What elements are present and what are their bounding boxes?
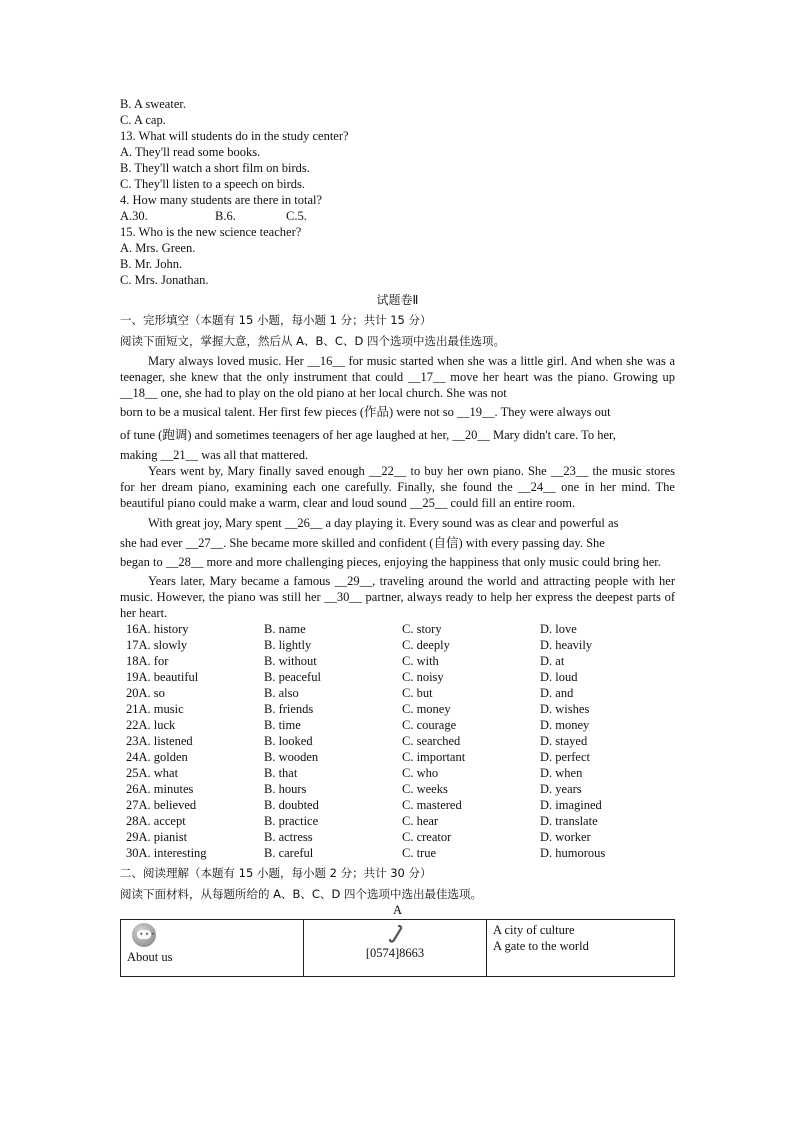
phone-number: [0574]8663 xyxy=(365,946,425,960)
paragraph-text: making __21__ was all that mattered. xyxy=(120,448,309,462)
cloze-option: C. weeks xyxy=(402,782,448,796)
cloze-option: D. loud xyxy=(540,670,578,684)
cloze-option: 29A. pianist xyxy=(126,830,188,844)
cloze-option: C. mastered xyxy=(402,798,462,812)
reading-section-label: A xyxy=(392,903,403,917)
option-line: B. A sweater. xyxy=(120,97,186,111)
option-line: C. They'll listen to a speech on birds. xyxy=(120,177,305,191)
cloze-option: 19A. beautiful xyxy=(126,670,199,684)
paragraph-text: she had ever __27__. She became more skilled and confident (自信) with every passing day. She xyxy=(120,536,605,550)
cloze-options xyxy=(126,621,675,861)
cloze-option: C. story xyxy=(402,622,442,636)
cloze-option: B. peaceful xyxy=(264,670,321,684)
option-c: C.5. xyxy=(286,209,307,223)
cloze-option: 27A. believed xyxy=(126,798,197,812)
cloze-option: C. money xyxy=(402,702,451,716)
cloze-option: C. courage xyxy=(402,718,457,732)
question-15: 15. Who is the new science teacher? xyxy=(120,225,302,239)
cloze-option: 21A. music xyxy=(126,702,184,716)
cloze-option: D. and xyxy=(540,686,574,700)
cloze-option: B. looked xyxy=(264,734,313,748)
cloze-option: 16A. history xyxy=(126,622,189,636)
slogan-line: A city of culture xyxy=(493,923,575,937)
phone-cell xyxy=(304,920,487,977)
cloze-option: 25A. what xyxy=(126,766,179,780)
phone-handset-icon xyxy=(385,924,405,944)
cloze-option: D. money xyxy=(540,718,590,732)
cloze-paragraph-3 xyxy=(120,514,675,532)
paragraph-text: of tune (跑调) and sometimes teenagers of her age laughed at her, __20__ Mary didn't care. To her, xyxy=(120,428,616,442)
paragraph-text: Years later, Mary became a famous __29__, traveling around the world and attracting people with her music. However, the piano was still her __30__ partner, always ready to help her express the deepest parts of her heart. xyxy=(120,574,675,620)
chat-bubble-icon: ••• xyxy=(132,923,156,947)
cloze-option: 22A. luck xyxy=(126,718,176,732)
reading-header: 二、阅读理解（本题有 15 小题，每小题 2 分；共计 30 分） xyxy=(120,866,432,880)
cloze-option: 18A. for xyxy=(126,654,169,668)
cloze-option: C. true xyxy=(402,846,437,860)
cloze-option: B. doubted xyxy=(264,798,319,812)
option-line: B. Mr. John. xyxy=(120,257,183,271)
cloze-paragraph-3-cont xyxy=(120,532,675,554)
info-table xyxy=(120,919,675,977)
cloze-option: B. without xyxy=(264,654,317,668)
cloze-paragraph-1-cont xyxy=(120,401,675,447)
cloze-option: D. wishes xyxy=(540,702,590,716)
cloze-option: C. but xyxy=(402,686,433,700)
option-line: A. Mrs. Green. xyxy=(120,241,196,255)
cloze-option: B. careful xyxy=(264,846,314,860)
option-b: B.6. xyxy=(215,209,236,223)
cloze-option: B. also xyxy=(264,686,299,700)
paragraph-text: With great joy, Mary spent __26__ a day playing it. Every sound was as clear and powerful as xyxy=(148,516,619,530)
cloze-option: D. stayed xyxy=(540,734,588,748)
cloze-option: 23A. listened xyxy=(126,734,193,748)
cloze-option: C. searched xyxy=(402,734,461,748)
cloze-option: D. perfect xyxy=(540,750,590,764)
cloze-option: 20A. so xyxy=(126,686,165,700)
cloze-paragraph-4 xyxy=(120,573,675,621)
cloze-option: C. hear xyxy=(402,814,439,828)
about-cell xyxy=(121,920,304,977)
cloze-option: B. practice xyxy=(264,814,319,828)
cloze-option: 17A. slowly xyxy=(126,638,188,652)
paragraph-text: began to __28__ more and more challenging pieces, enjoying the happiness that only music could bring her. xyxy=(120,555,661,569)
cloze-option: B. actress xyxy=(264,830,313,844)
cloze-header: 一、完形填空（本题有 15 小题，每小题 1 分；共计 15 分） xyxy=(120,313,432,327)
cloze-option: D. humorous xyxy=(540,846,606,860)
paper-2-title: 试题卷Ⅱ xyxy=(376,293,419,307)
option-a: A.30. xyxy=(120,209,148,223)
cloze-option: D. when xyxy=(540,766,583,780)
option-line: C. Mrs. Jonathan. xyxy=(120,273,209,287)
cloze-option: C. noisy xyxy=(402,670,444,684)
cloze-paragraph-1 xyxy=(120,353,675,401)
cloze-option: D. imagined xyxy=(540,798,602,812)
cloze-instruction: 阅读下面短文，掌握大意，然后从 A、B、C、D 四个选项中选出最佳选项。 xyxy=(120,334,505,348)
cloze-option: 28A. accept xyxy=(126,814,186,828)
cloze-option: B. hours xyxy=(264,782,307,796)
cloze-option: C. important xyxy=(402,750,466,764)
option-line: C. A cap. xyxy=(120,113,166,127)
cloze-option: 26A. minutes xyxy=(126,782,194,796)
cloze-option: C. deeply xyxy=(402,638,450,652)
cloze-option: D. heavily xyxy=(540,638,593,652)
cloze-option: C. who xyxy=(402,766,439,780)
reading-instruction: 阅读下面材料，从每题所给的 A、B、C、D 四个选项中选出最佳选项。 xyxy=(120,887,482,901)
option-line: A. They'll read some books. xyxy=(120,145,261,159)
paragraph-text: born to be a musical talent. Her first few pieces (作品) were not so __19__. They were always out xyxy=(120,405,611,419)
cloze-option: C. creator xyxy=(402,830,452,844)
cloze-option: B. name xyxy=(264,622,306,636)
slogan-cell xyxy=(487,920,675,977)
cloze-paragraph-2 xyxy=(120,463,675,511)
cloze-option: 24A. golden xyxy=(126,750,188,764)
cloze-option: D. worker xyxy=(540,830,591,844)
question-13: 13. What will students do in the study center? xyxy=(120,129,349,143)
question-14-options xyxy=(120,208,675,224)
listening-tail xyxy=(120,96,675,288)
cloze-option: B. friends xyxy=(264,702,314,716)
option-line: B. They'll watch a short film on birds. xyxy=(120,161,310,175)
cloze-option: B. time xyxy=(264,718,301,732)
cloze-option: D. at xyxy=(540,654,565,668)
paragraph-text: Mary always loved music. Her __16__ for music started when she was a little girl. And when she was a teenager, she knew that the only instrument that could __17__ move her heart was the piano. Growing up __18__ one, she had to play on the old piano at her local church. She was not xyxy=(120,354,675,400)
cloze-option: D. years xyxy=(540,782,582,796)
cloze-option: C. with xyxy=(402,654,439,668)
cloze-option: 30A. interesting xyxy=(126,846,207,860)
cloze-option: B. lightly xyxy=(264,638,312,652)
cloze-option: D. translate xyxy=(540,814,598,828)
cloze-option: D. love xyxy=(540,622,577,636)
exam-page xyxy=(120,96,675,977)
slogan-line: A gate to the world xyxy=(493,939,589,953)
about-label: About us xyxy=(127,950,173,964)
paragraph-text: Years went by, Mary finally saved enough __22__ to buy her own piano. She __23__ the music stores for her dream piano, examining each one carefully. Finally, she found the __24__ one in her mind. The beautiful piano could make a warm, clear and loud sound __25__ could fill an entire room. xyxy=(120,464,675,510)
cloze-option: B. that xyxy=(264,766,298,780)
cloze-option: B. wooden xyxy=(264,750,319,764)
question-14: 4. How many students are there in total? xyxy=(120,193,323,207)
